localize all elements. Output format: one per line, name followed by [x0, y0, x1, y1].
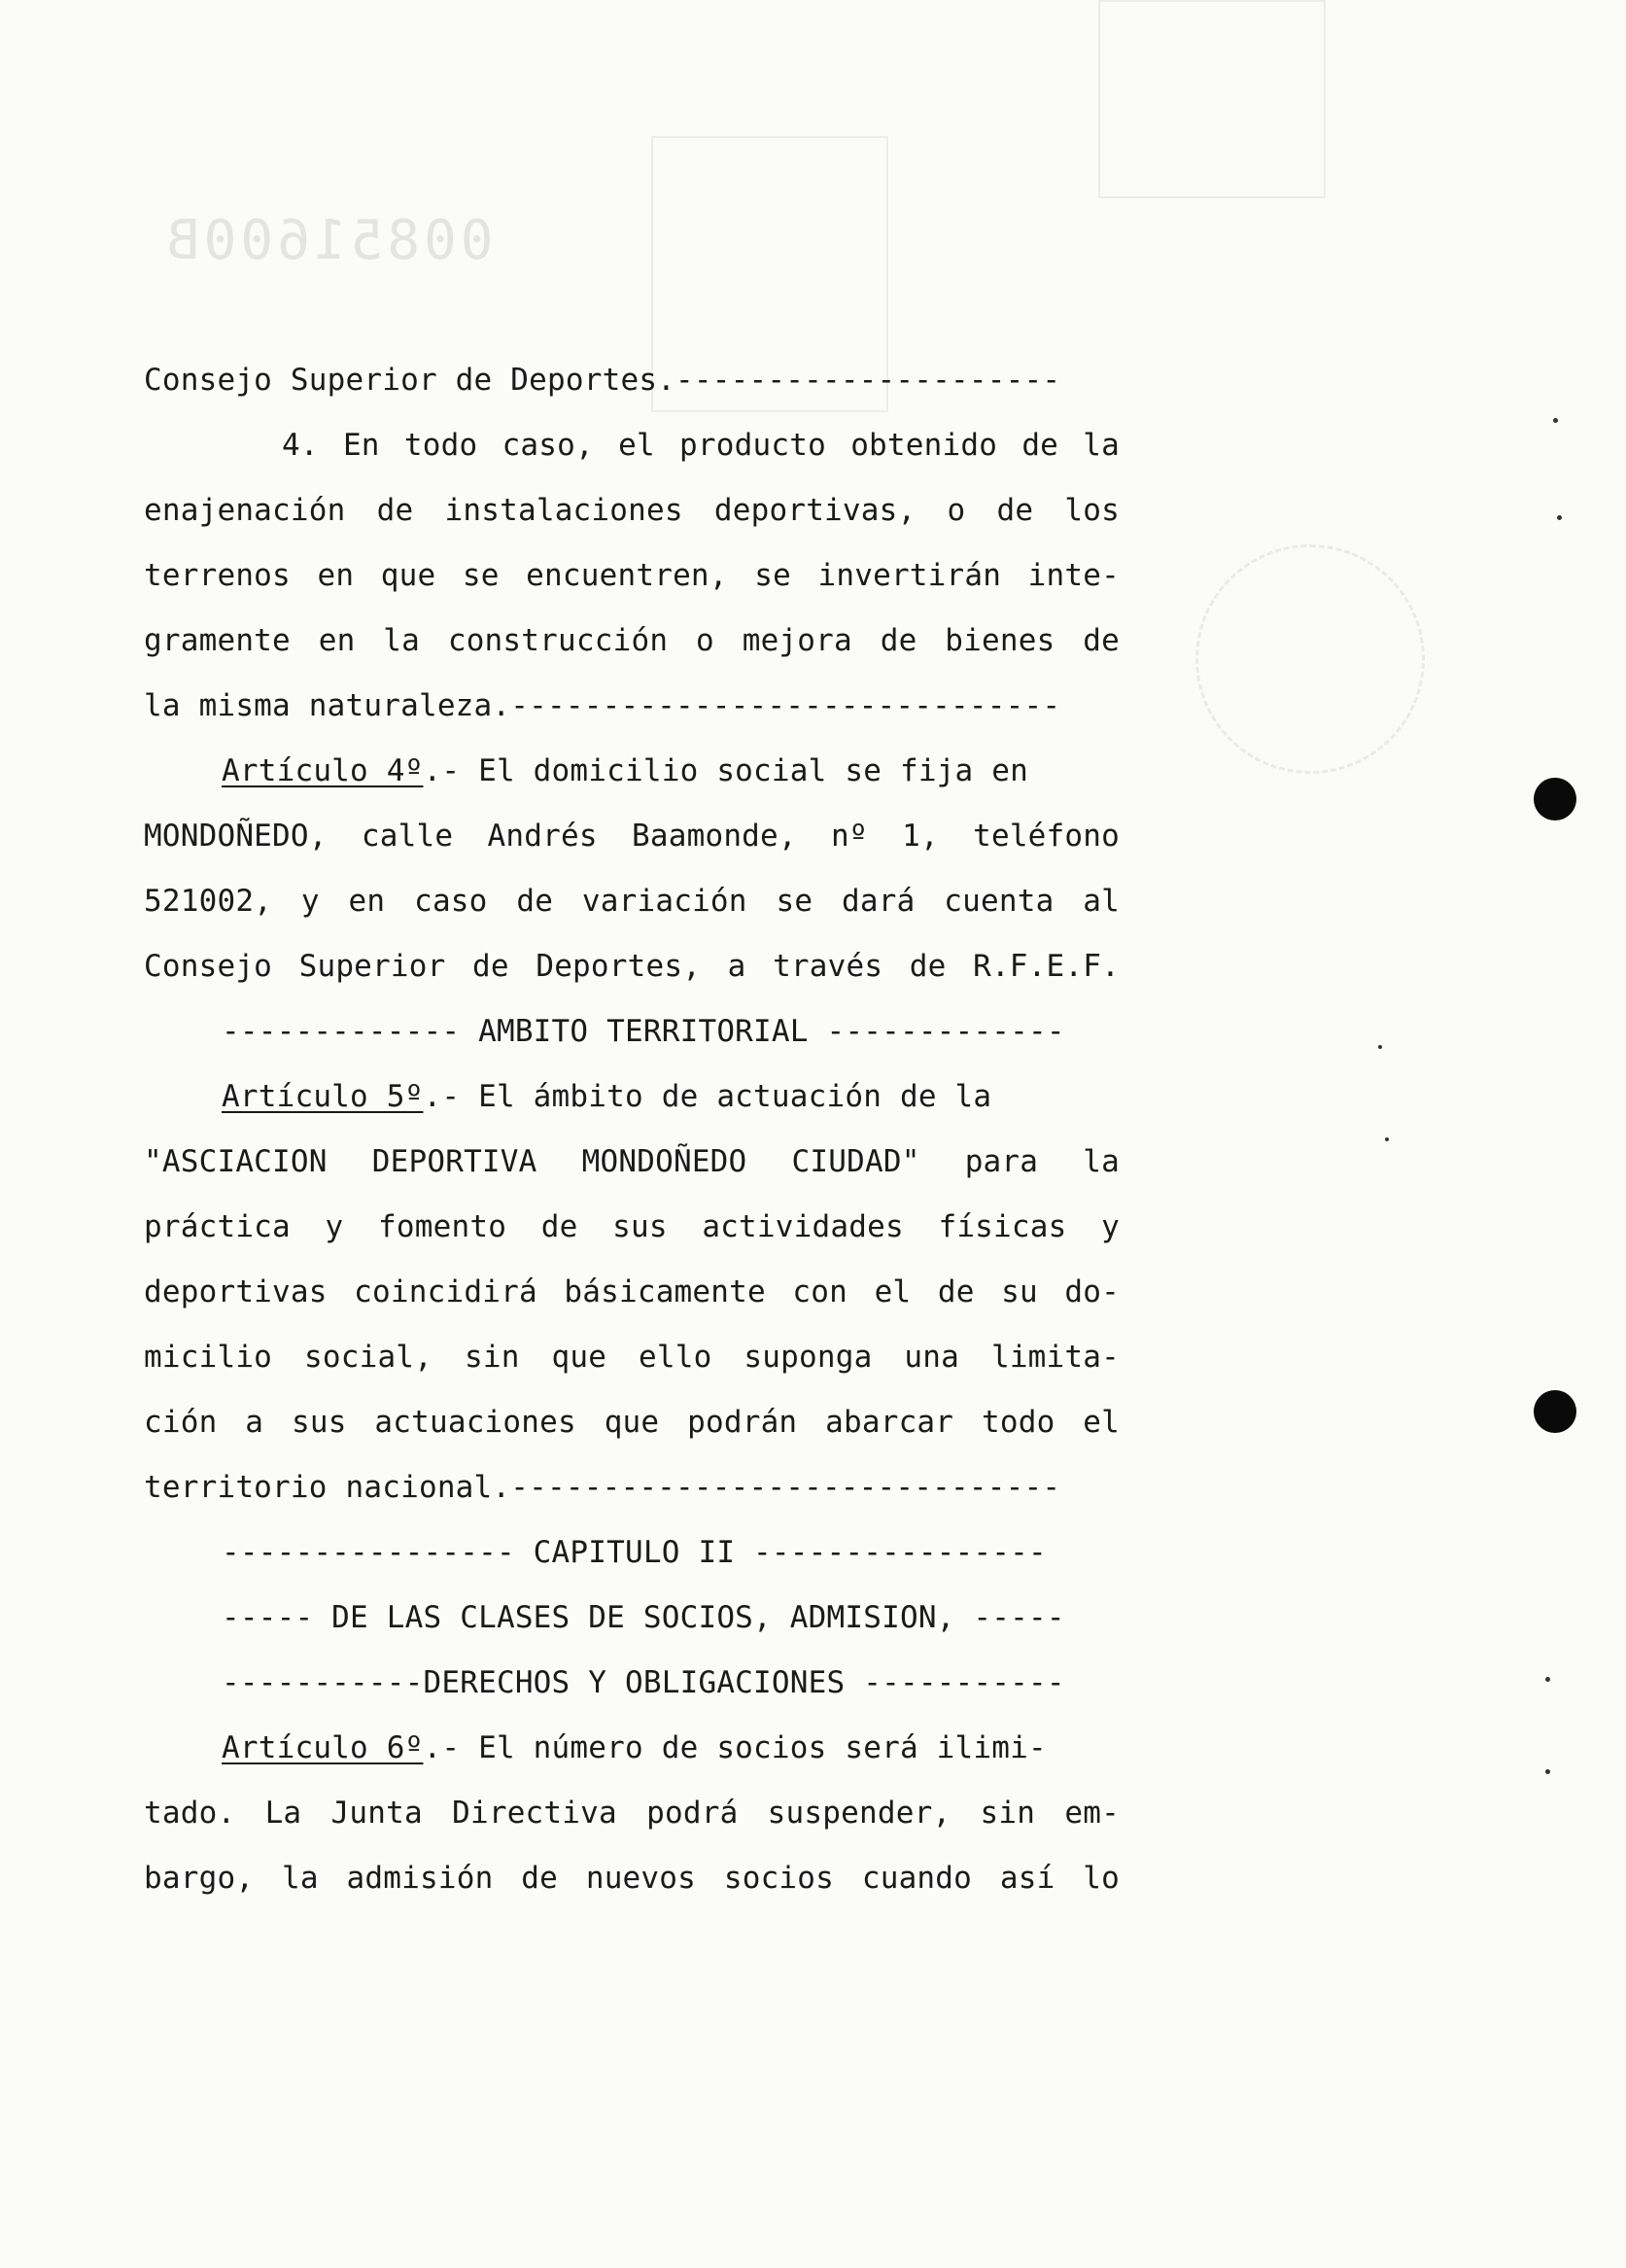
article-text: .- El número de socios será ilimi-	[423, 1730, 1047, 1765]
text-line: gramente en la construcción o mejora de bienes de	[144, 623, 1120, 658]
chapter-subheading: -----------DERECHOS Y OBLIGACIONES -----------	[222, 1665, 1065, 1700]
text-line: deportivas coincidirá básicamente con el de su do-	[144, 1274, 1120, 1309]
text-line: Consejo Superior de Deportes.---------------------	[144, 363, 1061, 398]
seal-ghost	[1195, 544, 1425, 774]
watermark-number: 00851600B	[163, 209, 494, 272]
binder-hole-bottom	[1534, 1390, 1576, 1433]
text-line: "ASCIACION DEPORTIVA MONDOÑEDO CIUDAD" para la	[144, 1144, 1120, 1179]
chapter-heading: ---------------- CAPITULO II ----------------	[222, 1535, 1047, 1570]
text-line: tado. La Junta Directiva podrá suspender, sin em-	[144, 1796, 1120, 1831]
speck	[1378, 1045, 1382, 1049]
article-heading-4	[222, 753, 1120, 788]
emblem-ghost	[1098, 0, 1326, 198]
text-line: práctica y fomento de sus actividades físicas y	[144, 1209, 1120, 1244]
text-line: territorio nacional.------------------------------	[144, 1470, 1061, 1505]
article-label: Artículo 6º	[222, 1730, 424, 1765]
text-line: terrenos en que se encuentren, se invertirán inte-	[144, 558, 1120, 593]
text-line: micilio social, sin que ello suponga una limita-	[144, 1340, 1120, 1375]
text-line: 521002, y en caso de variación se dará cuenta al	[144, 884, 1120, 919]
text-line: MONDOÑEDO, calle Andrés Baamonde, nº 1, teléfono	[144, 819, 1120, 854]
article-heading-6	[222, 1730, 1120, 1765]
article-label: Artículo 5º	[222, 1079, 424, 1114]
text-line: enajenación de instalaciones deportivas, o de los	[144, 493, 1120, 528]
speck	[1545, 1677, 1550, 1682]
speck	[1385, 1137, 1389, 1141]
binder-hole-top	[1534, 778, 1576, 820]
text-line: 4. En todo caso, el producto obtenido de la	[282, 428, 1120, 463]
text-line: ción a sus actuaciones que podrán abarcar todo el	[144, 1405, 1120, 1440]
text-line: la misma naturaleza.------------------------------	[144, 688, 1061, 723]
article-heading-5	[222, 1079, 1120, 1114]
speck	[1553, 418, 1558, 423]
section-heading: ------------- AMBITO TERRITORIAL -------------	[222, 1014, 1065, 1049]
text-line: Consejo Superior de Deportes, a través de R.F.E.F.	[144, 949, 1120, 984]
article-text: .- El ámbito de actuación de la	[423, 1079, 992, 1114]
article-text: .- El domicilio social se fija en	[423, 753, 1028, 788]
article-label: Artículo 4º	[222, 753, 424, 788]
chapter-subheading: ----- DE LAS CLASES DE SOCIOS, ADMISION, -----	[222, 1600, 1065, 1635]
text-line: bargo, la admisión de nuevos socios cuando así lo	[144, 1861, 1120, 1896]
speck	[1557, 515, 1562, 520]
speck	[1545, 1769, 1550, 1774]
